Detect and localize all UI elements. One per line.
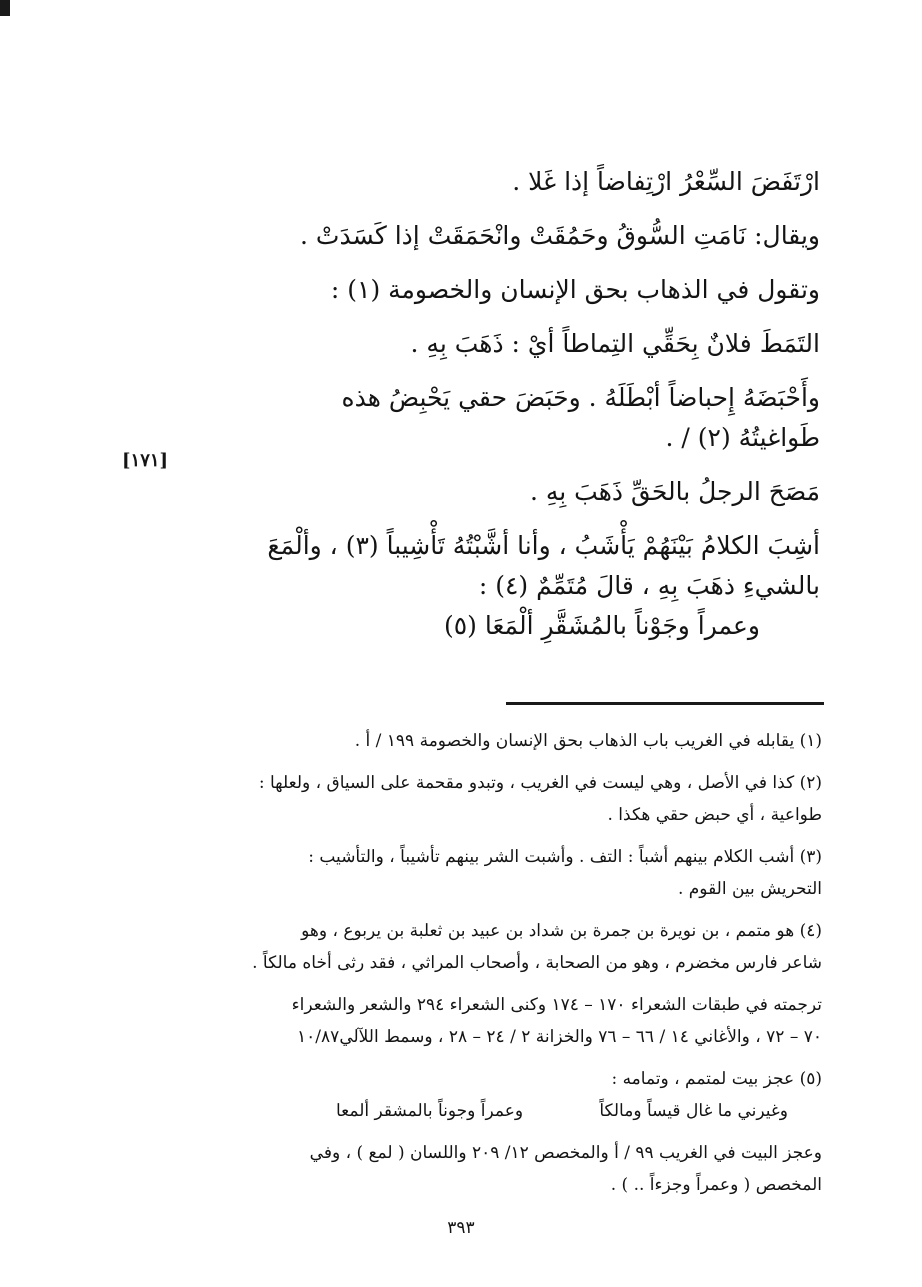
text-line: ويقال: نَامَتِ السُّوقُ وحَمُقَتْ وانْحَمَقَتْ إذا كَسَدَتْ .: [300, 221, 820, 250]
text-line: بالشيءِ ذهَبَ بِهِ ، قالَ مُتَمِّمٌ (٤) :: [478, 571, 820, 600]
poem-line: وعمراً وجَوْناً بالمُشَقَّرِ ألْمَعَا (٥): [443, 611, 760, 640]
page-corner-mark: [0, 0, 10, 16]
footnote: [186, 916, 822, 980]
text-line: التَمَطَ فلانٌ بِحَقِّي التِماطاً أيْ : ذَهَبَ بِهِ .: [410, 329, 820, 358]
footnote: [186, 990, 822, 1054]
footnote-line: التحريش بين القوم .: [677, 879, 822, 899]
footnote-line: وعجز البيت في الغريب ٩٩ / أ والمخصص ١٢/ ٢٠٩ واللسان ( لمع ) ، وفي: [309, 1143, 822, 1163]
footnote-separator: [506, 702, 824, 705]
footnote-line: (١) يقابله في الغريب باب الذهاب بحق الإنسان والخصومة ١٩٩ / أ .: [354, 731, 822, 751]
footnote: [186, 768, 822, 832]
footnote-line: (٥) عجز بيت لمتمم ، وتمامه :: [611, 1069, 822, 1089]
footnote-line: ٧٠ – ٧٢ ، والأغاني ١٤ / ٦٦ – ٧٦ والخزانة ٢ / ٢٤ – ٢٨ ، وسمط اللآلي١٠/٨٧: [297, 1027, 822, 1047]
footnote-line: ترجمته في طبقات الشعراء ١٧٠ – ١٧٤ وكنى الشعراء ٢٩٤ والشعر والشعراء: [291, 995, 822, 1015]
text-line: ارْتَفَضَ السِّعْرُ ارْتِفاضاً إذا غَلا .: [512, 167, 820, 196]
page-number: ٣٩٣: [447, 1218, 475, 1238]
main-text: [170, 168, 820, 666]
text-line: وأَحْبَضَهُ إِحباضاً أبْطَلَهُ . وحَبَضَ حقي يَحْبِضُ هذه: [341, 383, 820, 412]
footnote-line: (٣) أشب الكلام بينهم أشباً : التف . وأشبت الشر بينهم تأشيباً ، والتأشيب :: [308, 847, 822, 867]
footnote-line: (٢) كذا في الأصل ، وهي ليست في الغريب ، وتبدو مقحمة على السياق ، ولعلها :: [258, 773, 822, 793]
text-line: أشِبَ الكلامُ بَيْنَهُمْ يَأْشَبُ ، وأنا أشَّبْتُهُ تَأْشِيباً (٣) ، وألْمَعَ: [267, 531, 820, 560]
text-line: طَواغيتُهُ (٢) / .: [665, 423, 820, 452]
text-line: وتقول في الذهاب بحق الإنسان والخصومة (١) :: [330, 275, 820, 304]
footnote-line: شاعر فارس مخضرم ، وهو من الصحابة ، وأصحاب المراثي ، فقد رثى أخاه مالكاً .: [252, 953, 822, 973]
footnote: [186, 1064, 822, 1128]
footnote: [186, 842, 822, 906]
footnotes: [186, 726, 822, 1212]
verse-first-hemistich: وغيرني ما غال قيساً ومالكاً: [599, 1101, 788, 1121]
footnote-line: طواعية ، أي حبض حقي هكذا .: [607, 805, 822, 825]
verse-second-hemistich: وعمراً وجوناً بالمشقر ألمعا: [336, 1101, 524, 1121]
manuscript-folio-marker: [١٧١]: [122, 450, 169, 471]
footnote: [186, 726, 822, 758]
text-line: مَصَحَ الرجلُ بالحَقِّ ذَهَبَ بِهِ .: [529, 477, 820, 506]
footnote-line: المخصص ( وعمراً وجزءاً .. ) .: [610, 1175, 822, 1195]
footnote-line: (٤) هو متمم ، بن نويرة بن جمرة بن شداد بن عبيد بن ثعلبة بن يربوع ، وهو: [301, 921, 822, 941]
footnote: [186, 1138, 822, 1202]
footnote-verse: [186, 1096, 822, 1128]
